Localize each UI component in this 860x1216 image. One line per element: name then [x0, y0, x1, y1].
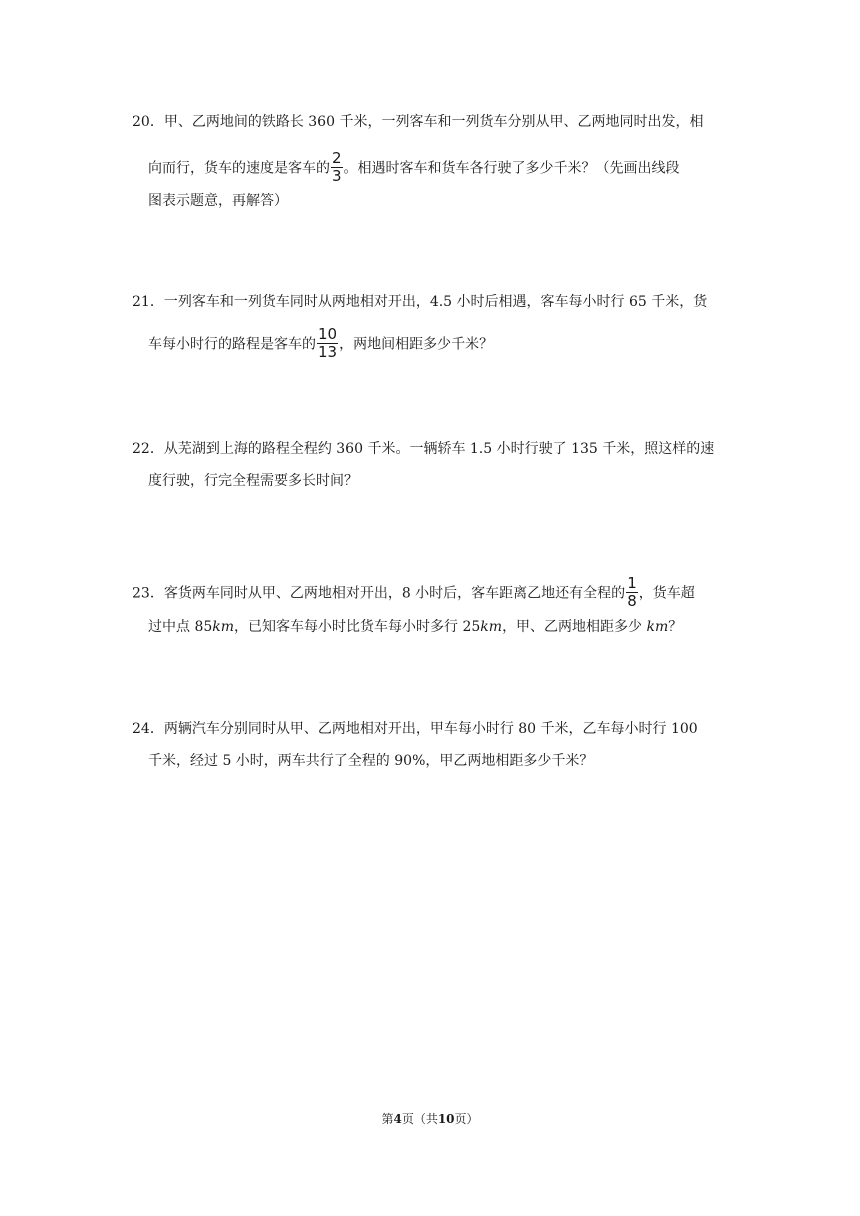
footer-page-number: 4	[393, 1112, 402, 1126]
fraction-numerator: 10	[318, 325, 338, 343]
footer-total-pages: 10	[437, 1112, 455, 1126]
question-23-line-1	[132, 574, 695, 610]
question-text: 从芜湖到上海的路程全程约 360 千米。一辆轿车 1.5 小时行驶了 135 千米，照这样的速	[163, 441, 715, 457]
question-text: 图表示题意，再解答）	[148, 193, 288, 209]
page-footer	[0, 1111, 860, 1127]
question-text: ？	[668, 619, 683, 635]
unit-km: km	[646, 619, 669, 635]
question-text: 向而行，货车的速度是客车的	[148, 160, 330, 177]
fraction-denominator: 3	[332, 167, 342, 185]
unit-km: km	[212, 619, 235, 635]
question-number: 24．	[132, 721, 164, 737]
question-20-line-3	[148, 191, 288, 211]
question-text: 客货两车同时从甲、乙两地相对开出，8 小时后，客车距离乙地还有全程的	[163, 585, 626, 602]
question-number: 21．	[132, 294, 164, 310]
question-text: 。相遇时客车和货车各行驶了多少千米？（先画出线段	[343, 160, 680, 177]
fraction	[317, 327, 338, 360]
fraction	[626, 576, 638, 609]
question-text: ，货车超	[638, 585, 695, 602]
footer-prefix: 第	[381, 1112, 394, 1126]
question-23-line-2	[148, 617, 682, 637]
question-20-line-2	[148, 149, 680, 185]
footer-mid: 页（共	[401, 1112, 438, 1126]
question-text: 一列客车和一列货车同时从两地相对开出，4.5 小时后相遇，客车每小时行 65 千米，货	[163, 294, 708, 310]
question-24-line-2	[148, 751, 593, 771]
question-21-line-2	[148, 325, 494, 361]
fraction-denominator: 13	[318, 343, 338, 361]
unit-km: km	[480, 619, 503, 635]
question-number: 23．	[132, 585, 164, 602]
question-number: 22．	[132, 441, 164, 457]
question-number: 20．	[132, 114, 164, 130]
question-20-line-1	[132, 112, 703, 132]
question-text: 千米，经过 5 小时，两车共行了全程的 90%，甲乙两地相距多少千米？	[148, 753, 594, 769]
footer-suffix: 页）	[454, 1112, 479, 1126]
fraction-numerator: 1	[627, 574, 637, 592]
question-text: 甲、乙两地间的铁路长 360 千米，一列客车和一列货车分别从甲、乙两地同时出发，相	[163, 114, 704, 130]
question-22-line-2	[148, 471, 358, 491]
question-21-line-1	[132, 292, 707, 312]
question-24-line-1	[132, 719, 698, 739]
question-text: ，甲、乙两地相距多少	[502, 619, 647, 635]
question-text: ，两地间相距多少千米？	[339, 336, 494, 353]
question-text: 度行驶，行完全程需要多长时间？	[148, 473, 358, 489]
question-text: 过中点 85	[148, 619, 213, 635]
fraction	[331, 151, 343, 184]
question-text: 两辆汽车分别同时从甲、乙两地相对开出，甲车每小时行 80 千米，乙车每小时行 100	[163, 721, 698, 737]
fraction-denominator: 8	[627, 592, 637, 610]
question-text: 车每小时行的路程是客车的	[148, 336, 316, 353]
question-text: ，已知客车每小时比货车每小时多行 25	[234, 619, 481, 635]
question-22-line-1	[132, 439, 714, 459]
fraction-numerator: 2	[332, 149, 342, 167]
